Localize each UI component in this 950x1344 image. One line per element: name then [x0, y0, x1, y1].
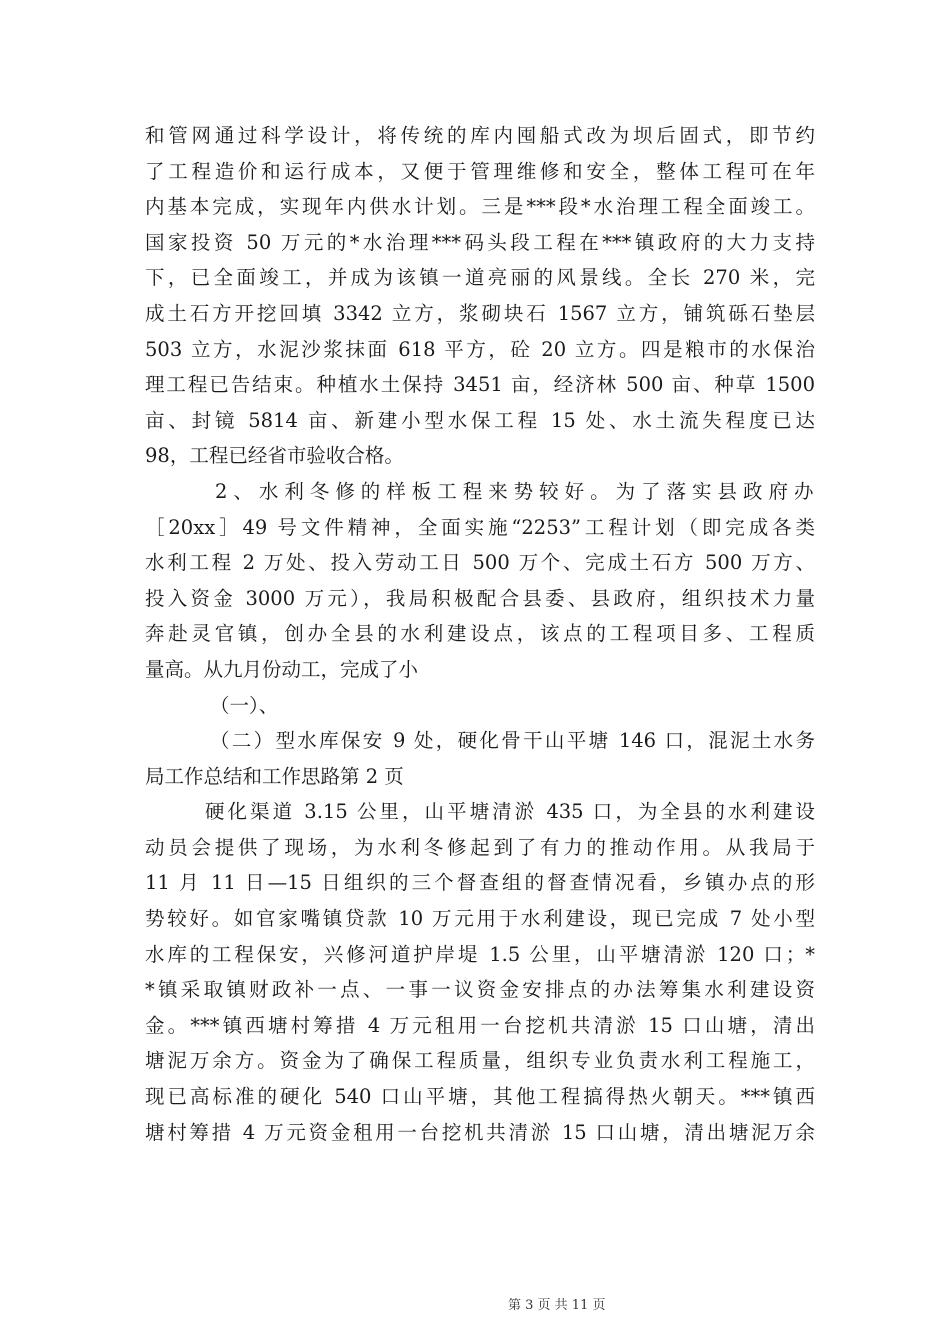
text-line: *镇采取镇财政补一点、一事一议资金安排点的办法筹集水利建设资	[145, 978, 815, 1002]
document-body	[145, 118, 815, 1150]
text-line: 塘泥万余方。资金为了确保工程质量，组织专业负责水利工程施工，	[145, 1049, 815, 1073]
text-line: 金。***镇西塘村筹措 4 万元租用一台挖机共清淤 15 口山塘，清出	[145, 1013, 815, 1037]
paragraph-start-line: （二）型水库保安 9 处，硬化骨干山平塘 146 口，混泥土水务	[210, 729, 815, 753]
text-line: 了工程造价和运行成本，又便于管理维修和安全，整体工程可在年	[145, 159, 815, 183]
text-line: 现已高标准的硬化 540 口山平塘，其他工程搞得热火朝天。***镇西	[145, 1085, 815, 1109]
text-line: 98，工程已经省市验收合格。	[145, 444, 404, 468]
list-marker-line: （一）、	[210, 693, 279, 717]
paragraph-start-line: 硬化渠道 3.15 公里，山平塘清淤 435 口，为全县的水利建设	[205, 800, 815, 824]
text-line: 塘村筹措 4 万元资金租用一台挖机共清淤 15 口山塘，清出塘泥万余	[145, 1120, 815, 1144]
text-line: 理工程已告结束。种植水土保持 3451 亩，经济林 500 亩、种草 1500	[145, 373, 815, 397]
text-line: 503 立方，水泥沙浆抹面 618 平方，砼 20 立方。四是粮市的水保治	[145, 337, 815, 361]
text-line: 量高。从九月份动工，完成了小	[145, 657, 419, 681]
text-line: 下，已全面竣工，并成为该镇一道亮丽的风景线。全长 270 米，完	[145, 266, 815, 290]
text-line: 内基本完成，实现年内供水计划。三是***段*水治理工程全面竣工。	[145, 195, 815, 219]
text-line: 亩、封镜 5814 亩、新建小型水保工程 15 处、水土流失程度已达	[145, 408, 815, 432]
text-line: 势较好。如官家嘴镇贷款 10 万元用于水利建设，现已完成 7 处小型	[145, 907, 815, 931]
page-number-footer: 第 3 页 共 11 页	[508, 1298, 606, 1313]
text-line: 投入资金 3000 万元），我局积极配合县委、县政府，组织技术力量	[145, 586, 815, 610]
paragraph-start-line: 2、水利冬修的样板工程来势较好。为了落实县政府办	[215, 479, 815, 503]
text-line: 局工作总结和工作思路第 2 页	[145, 764, 404, 788]
text-line: 成土石方开挖回填 3342 立方，浆砌块石 1567 立方，铺筑砾石垫层	[145, 301, 815, 325]
text-line: 水利工程 2 万处、投入劳动工日 500 万个、完成土石方 500 万方、	[145, 551, 815, 575]
text-line: 动员会提供了现场，为水利冬修起到了有力的推动作用。从我局于	[145, 835, 815, 859]
text-line: ［20xx］49 号文件精神，全面实施“2253”工程计划（即完成各类	[145, 515, 815, 539]
text-line: 国家投资 50 万元的*水治理***码头段工程在***镇政府的大力支持	[145, 230, 815, 254]
text-line: 奔赴灵官镇，创办全县的水利建设点，该点的工程项目多、工程质	[145, 622, 815, 646]
text-line: 11 月 11 日—15 日组织的三个督查组的督查情况看，乡镇办点的形	[145, 871, 815, 895]
text-line: 和管网通过科学设计，将传统的库内囤船式改为坝后固式，即节约	[145, 124, 815, 147]
text-line: 水库的工程保安，兴修河道护岸堤 1.5 公里，山平塘清淤 120 口；*	[145, 942, 815, 966]
